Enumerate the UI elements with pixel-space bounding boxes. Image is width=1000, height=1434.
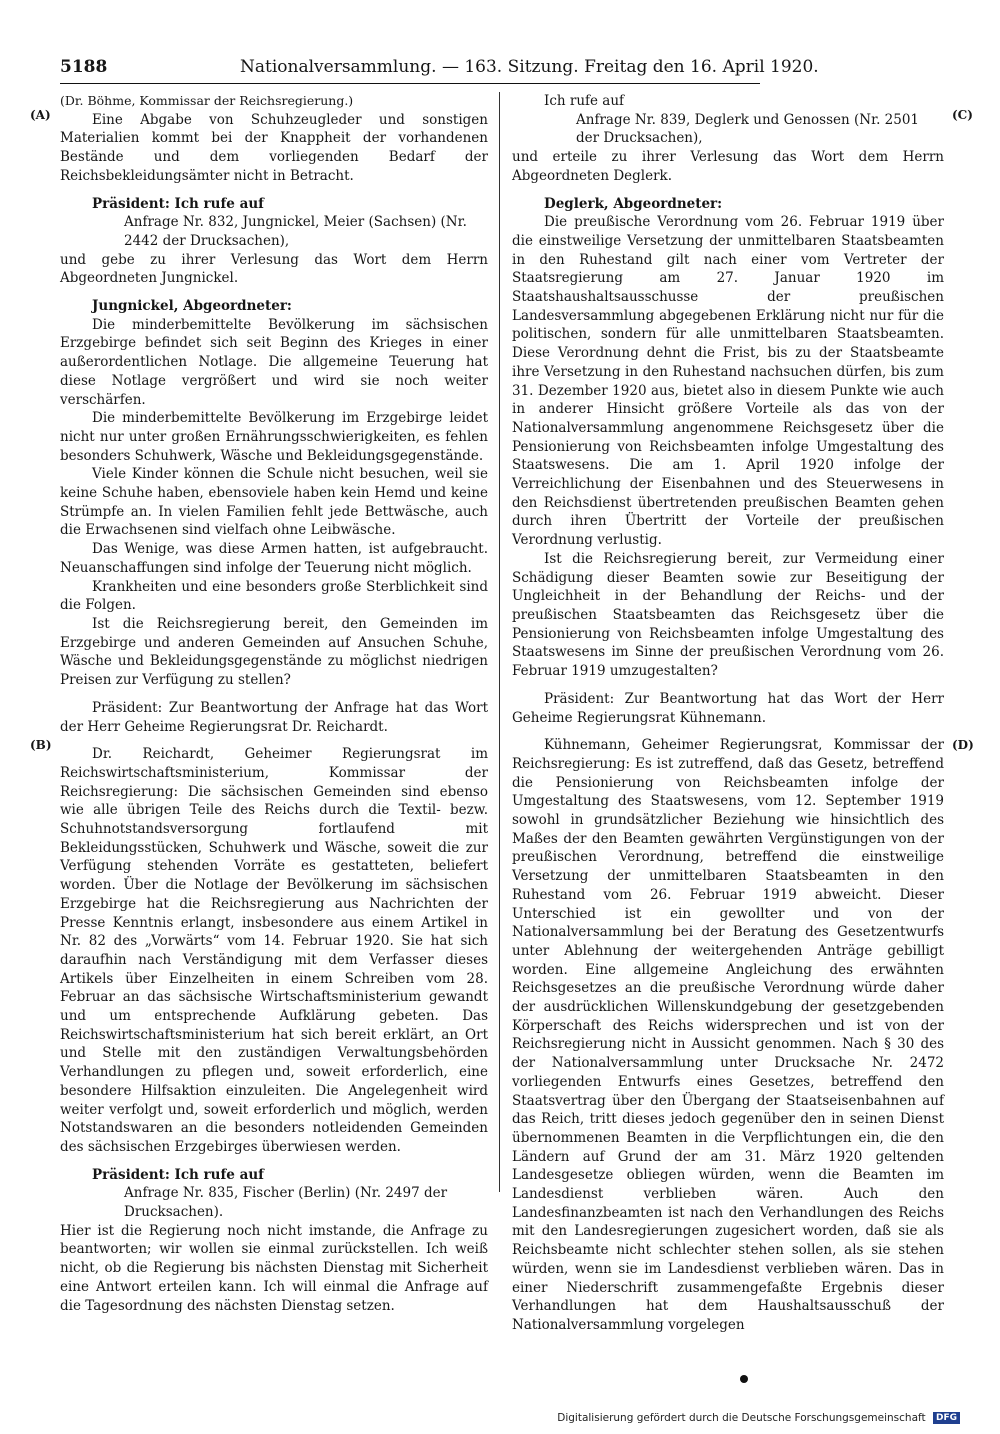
speaker-continuation: (Dr. Böhme, Kommissar der Reichsregierung.) [60,93,354,108]
margin-mark-b: (B) [30,738,52,752]
president-statement: Präsident: Zur Beantwortung der Anfrage hat das Wort der Herr Geheime Regierungsrat Dr. Reichardt. [60,699,488,735]
inquiry-reference: Anfrage Nr. 835, Fischer (Berlin) (Nr. 2497 der Drucksachen). [124,1185,448,1221]
page-title: Nationalversammlung. — 163. Sitzung. Freitag den 16. April 1920. [240,57,819,77]
margin-mark-d: (D) [952,738,974,752]
paragraph: Das Wenige, was diese Armen hatten, ist aufgebraucht. Neuanschaffungen sind infolge der Teuerung nicht möglich. [60,541,488,576]
paragraph: Kühnemann, Geheimer Regierungsrat, Kommissar der Reichsregierung: Es ist zutreffend, daß das Gesetz, betreffend die Pensionierung von Reichsbeamten infolge der Umgestaltung des Staatswesens, vom 12. September 1919 sowohl in grundsätzlicher Beziehung wie hinsichtlich des Maßes der den Beamten gewährten Vergünstigungen von der preußischen Verordnung, betreffend die einstweilige Versetzung der unmittelbaren Staatsbeamten in den Ruhestand vom 26. Februar 1919 abweicht. Dieser Unterschied ist ein gewollter und von der Nationalversammlung bei der Beratung des Gesetzentwurfs unter Ablehnung der weitergehenden Anträge gebilligt worden. Eine allgemeine Angleichung des erwähnten Reichsgesetzes an die preußische Verordnung würde daher der ausdrücklichen Willenskundgebung der gesetzgebenden Körperschaft des Reichs widersprechen und ist von der Reichsregierung nicht in Aussicht genommen. Nach § 30 des der Nationalversammlung unter Drucksache Nr. 2472 vorliegenden Entwurfs eines Gesetzes, betreffend den Staatsvertrag über den Übergang der Staatseisenbahnen auf das Reich, tritt dieses jedoch gegenüber den in seinen Dienst übernommenen Beamten in die Verpflichtungen ein, die den Ländern auf Grund der am 31. März 1920 geltenden Landesgesetze obliegen würden, wenn die Beamten im Landesdienst verblieben wären. Auch den Landesfinanzbeamten ist nach den Verhandlungen des Reichs mit den Landesregierungen zugesichert worden, daß sie als Reichsbeamte nicht schlechter stehen sollen, als sie stehen würden, wenn sie im Landesdienst verblieben wären. Das in einer Niederschrift zusammengefaßte Ergebnis dieser Verhandlungen hat dem Haushaltsausschuß der Nationalversammlung vorgelegen [512,737,944,1333]
dfg-logo: DFG [933,1412,960,1424]
paragraph: Die minderbemittelte Bevölkerung im Erzgebirge leidet nicht nur unter großen Ernährungsschwierigkeiten, es fehlen besonders Schuhwerk, Wäsche und Bekleidungsgegenstände. [60,410,488,464]
left-column [60,92,488,1315]
president-call: Ich rufe auf [544,93,625,109]
speaker-heading: Deglerk, Abgeordneter: [544,195,723,212]
paragraph: Hier ist die Regierung noch nicht imstande, die Anfrage zu beantworten; wir wollen sie einmal zurückstellen. Ich weiß nicht, ob die Regierung bis nächsten Dienstag mit Sicherheit eine Antwort erteilen kann. Ich will einmal die Anfrage auf die Tagesordnung des nächsten Dienstag setzen. [60,1222,488,1314]
president-call: Präsident: Ich rufe auf [92,1166,264,1183]
paragraph: Die preußische Verordnung vom 26. Februar 1919 über die einstweilige Versetzung der unmittelbaren Staatsbeamten in den Ruhestand gilt nach einer vom Vertreter der Staatsregierung am 27. Januar 1920 im Staatshaushaltsausschusse der preußischen Landesversammlung abgegebenen Erklärung nicht nur für die politischen, sondern für alle unmittelbaren Staatsbeamten. Diese Verordnung dehnt die Frist, bis zu der Staatsbeamte ihre Versetzung in den Ruhestand nachsuchen dürfen, bis zum 31. Dezember 1920 aus, bietet also in diesem Punkte wie auch in anderer Hinsicht größere Vorteile als das von der Nationalversammlung angenommene Reichsgesetz über die Pensionierung von Reichsbeamten infolge Umgestaltung des Staatswesens. Die am 1. April 1920 infolge der Verreichlichung der Eisenbahnen und des Steuerwesens in den Reichsdienst übertretenden preußischen Beamten gehen durch ihren Übertritt der Vorteile der preußischen Verordnung verlustig. [512,214,944,549]
footer-credit-text: Digitalisierung gefördert durch die Deutsche Forschungsgemeinschaft [557,1412,926,1424]
column-divider [499,92,500,1192]
inquiry-reference: Anfrage Nr. 832, Jungnickel, Meier (Sachsen) (Nr. 2442 der Drucksachen), [124,214,467,249]
paragraph: und gebe zu ihrer Verlesung das Wort dem Herrn Abgeordneten Jungnickel. [60,251,488,287]
page-bullet-mark [740,1375,748,1383]
paragraph: und erteile zu ihrer Verlesung das Wort dem Herrn Abgeordneten Deglerk. [512,149,944,184]
speaker-heading: Jungnickel, Abgeordneter: [92,298,292,315]
president-call: Präsident: Ich rufe auf [92,195,264,212]
page-number: 5188 [60,57,108,77]
paragraph: Ist die Reichsregierung bereit, den Gemeinden im Erzgebirge und anderen Gemeinden auf Ansuchen Schuhe, Wäsche und Bekleidungsgegenstände zu möglichst niedrigen Preisen zur Verfügung zu stellen? [60,615,488,689]
inquiry-reference: Anfrage Nr. 839, Deglerk und Genossen (Nr. 2501 der Drucksachen), [576,111,920,147]
right-column [512,92,944,1335]
paragraph: Viele Kinder können die Schule nicht besuchen, weil sie keine Schuhe haben, ebensoviele haben kein Hemd und keine Strümpfe an. In vielen Familien fehlt jede Bettwäsche, auch die Erwachsenen sind vielfach ohne Leibwäsche. [60,466,488,539]
paragraph: Die minderbemittelte Bevölkerung im sächsischen Erzgebirge befindet sich seit Beginn des Krieges in einer außerordentlichen Notlage. Die allgemeine Teuerung hat diese Notlage vergrößert und wird sie noch weiter verschärfen. [60,316,488,408]
paragraph: Krankheiten und eine besonders große Sterblichkeit sind die Folgen. [60,578,488,614]
president-statement: Präsident: Zur Beantwortung hat das Wort der Herr Geheime Regierungsrat Kühnemann. [512,690,944,726]
paragraph: Eine Abgabe von Schuhzeugleder und sonstigen Materialien kommt bei der Knappheit der vorhandenen Bestände und dem vorliegenden Bedarf der Reichsbekleidungsämter nicht in Betracht. [60,111,488,184]
paragraph: Dr. Reichardt, Geheimer Regierungsrat im Reichswirtschaftsministerium, Kommissar der Reichsregierung: Die sächsischen Gemeinden sind ebenso wie alle übrigen Teile des Reichs durch die Textil- bezw. Schuhnotstandsversorgung fortlaufend mit Bekleidungsstücken, Schuhwerk und Wäsche, soweit die zur Verfügung stehenden Vorräte es gestatteten, beliefert worden. Über die Notlage der Bevölkerung im sächsischen Erzgebirge hat die Reichsregierung aus Nachrichten der Presse Kenntnis erlangt, insbesondere aus einem Artikel in Nr. 82 des „Vorwärts“ vom 14. Februar 1920. Sie hat sich daraufhin nach Verständigung mit dem Verfasser dieses Artikels über Einzelheiten in einem Schreiben vom 28. Februar an das sächsische Wirtschaftsministerium gewandt und um entsprechende Aufklärung gebeten. Das Reichswirtschaftsministerium hat sich bereit erklärt, an Ort und Stelle mit den zuständigen Verwaltungsbehörden Verhandlungen zu pflegen und, soweit erforderlich, eine besondere Hilfsaktion einzuleiten. Die Angelegenheit wird weiter verfolgt und, soweit erforderlich und möglich, werden Notstandswaren an die besonders notleidenden Gemeinden des sächsischen Erzgebirges überwiesen werden. [60,746,488,1155]
page-header [60,57,819,84]
margin-mark-c: (C) [952,108,973,122]
footer-credit [557,1412,960,1424]
margin-mark-a: (A) [30,108,51,122]
paragraph: Ist die Reichsregierung bereit, zur Vermeidung einer Schädigung dieser Beamten sowie zur Beseitigung der Ungleichheit in der Behandlung der Reichs- und der preußischen Staatsbeamten das Reichsgesetz über die Pensionierung von Reichsbeamten infolge Umgestaltung des Staatswesens im Sinne der preußischen Verordnung vom 26. Februar 1919 umzugestalten? [512,550,944,680]
